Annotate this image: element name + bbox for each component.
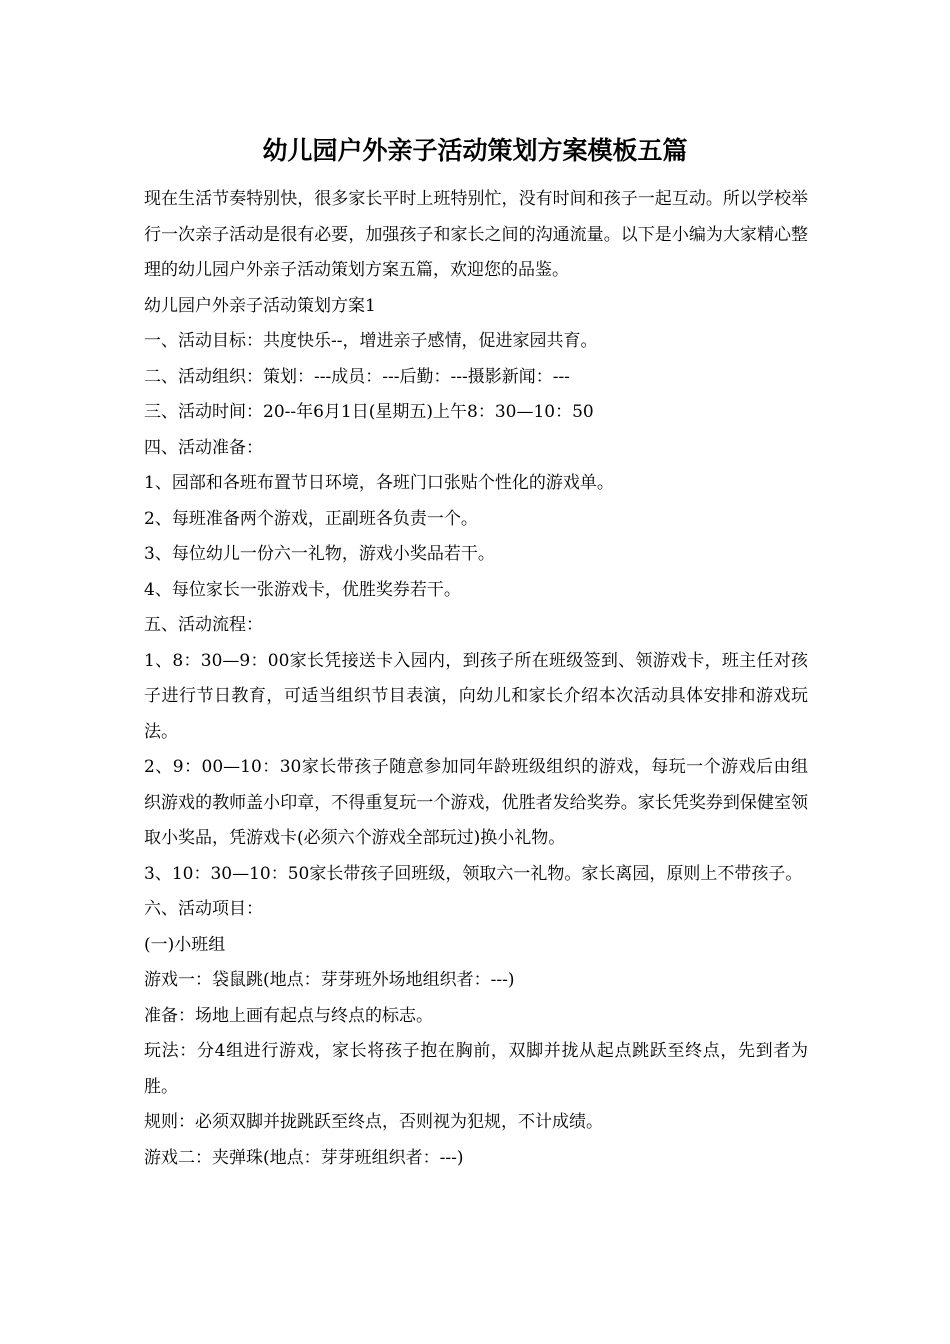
paragraph-goal: 一、活动目标：共度快乐--，增进亲子感情，促进家园共育。 — [144, 331, 598, 351]
paragraph-process-2: 2、9：00—10：30家长带孩子随意参加同年龄班级组织的游戏，每玩一个游戏后由组织游戏的教师盖小印章，不得重复玩一个游戏，优胜者发给奖券。家长凭奖券到保健室领取小奖品，凭游戏卡(必须六个游戏全部玩过)换小礼物。 — [144, 757, 808, 848]
paragraph-preparation-3: 3、每位幼儿一份六一礼物，游戏小奖品若干。 — [144, 544, 495, 564]
paragraph-preparation-heading: 四、活动准备： — [144, 437, 263, 458]
paragraph-game-1-rules: 规则：必须双脚并拢跳跃至终点，否则视为犯规，不计成绩。 — [144, 1112, 603, 1132]
document-body — [144, 182, 808, 1176]
document-title: 幼儿园户外亲子活动策划方案模板五篇 — [262, 136, 688, 165]
paragraph-intro: 现在生活节奏特别快，很多家长平时上班特别忙，没有时间和孩子一起互动。所以学校举行一次亲子活动是很有必要，加强孩子和家长之间的沟通流量。以下是小编为大家精心整理的幼儿园户外亲子活动策划方案五篇，欢迎您的品鉴。 — [144, 189, 808, 280]
paragraph-items-heading: 六、活动项目： — [144, 899, 263, 919]
paragraph-game-2: 游戏二：夹弹珠(地点：芽芽班组织者：---) — [144, 1147, 464, 1168]
paragraph-preparation-4: 4、每位家长一张游戏卡，优胜奖券若干。 — [144, 579, 461, 600]
paragraph-game-1-prep: 准备：场地上画有起点与终点的标志。 — [144, 1005, 433, 1026]
paragraph-process-heading: 五、活动流程： — [144, 615, 263, 635]
paragraph-organization: 二、活动组织：策划：---成员：---后勤：---摄影新闻：--- — [144, 366, 570, 387]
paragraph-preparation-2: 2、每班准备两个游戏，正副班各负责一个。 — [144, 508, 478, 529]
paragraph-section-heading: 幼儿园户外亲子活动策划方案1 — [144, 295, 376, 316]
paragraph-preparation-1: 1、园部和各班布置节日环境，各班门口张贴个性化的游戏单。 — [144, 473, 614, 493]
paragraph-game-1: 游戏一：袋鼠跳(地点：芽芽班外场地组织者：---) — [144, 970, 515, 990]
paragraph-process-3: 3、10：30—10：50家长带孩子回班级，领取六一礼物。家长离园，原则上不带孩子。 — [144, 863, 803, 884]
paragraph-time: 三、活动时间：20--年6月1日(星期五)上午8：30—10：50 — [144, 402, 594, 422]
paragraph-game-1-play: 玩法：分4组进行游戏，家长将孩子抱在胸前，双脚并拢从起点跳跃至终点，先到者为胜。 — [144, 1041, 808, 1097]
paragraph-process-1: 1、8：30—9：00家长凭接送卡入园内，到孩子所在班级签到、领游戏卡，班主任对孩子进行节日教育，可适当组织节目表演，向幼儿和家长介绍本次活动具体安排和游戏玩法。 — [144, 650, 808, 742]
paragraph-small-class: (一)小班组 — [144, 934, 226, 955]
